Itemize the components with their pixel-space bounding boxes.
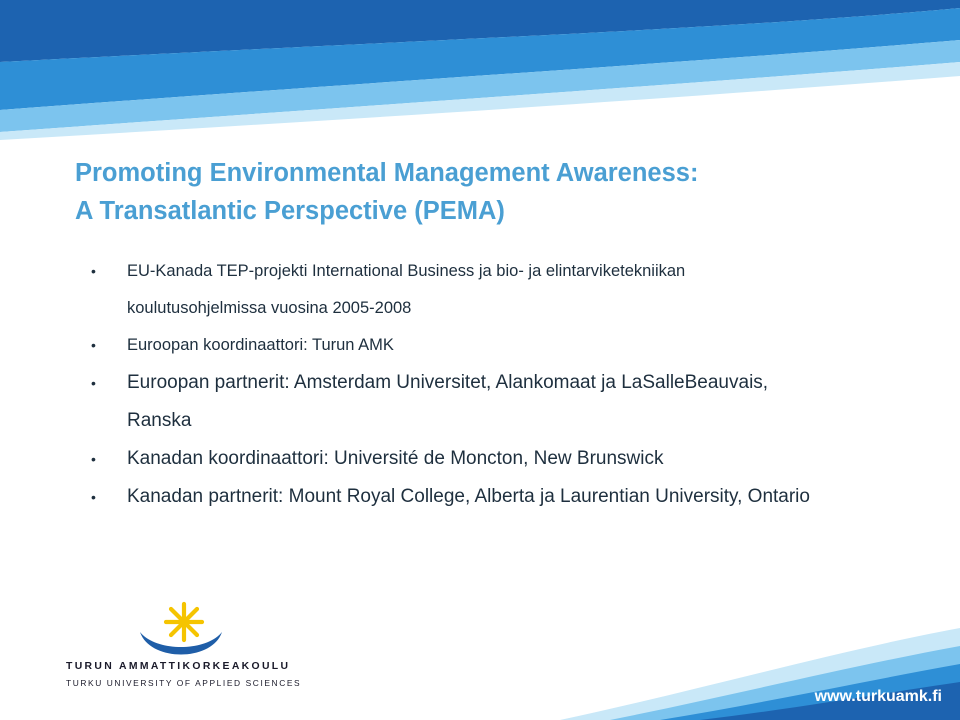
bullet-text: Euroopan partnerit: Amsterdam Universitet, Alankomaat ja LaSalleBeauvais, — [127, 372, 769, 393]
logo-name-finnish: TURUN AMMATTIKORKEAKOULU — [66, 661, 291, 672]
bullet-item — [91, 364, 941, 440]
bullet-item — [91, 440, 941, 478]
title-line-1: Promoting Environmental Management Awareness: — [75, 159, 699, 187]
bullet-dot: • — [91, 375, 96, 391]
title-line-2: A Transatlantic Perspective (PEMA) — [75, 196, 505, 225]
bullet-text-continued: Ranska — [127, 410, 192, 431]
website-url[interactable]: www.turkuamk.fi — [814, 688, 942, 705]
bullet-text-continued: koulutusohjelmissa vuosina 2005-2008 — [127, 299, 412, 317]
bullet-dot: • — [91, 337, 96, 353]
bullet-dot: • — [91, 263, 96, 279]
smile-icon — [138, 626, 224, 660]
bullet-item — [91, 253, 941, 327]
bullet-text: Euroopan koordinaattori: Turun AMK — [127, 336, 394, 354]
bullet-text: Kanadan koordinaattori: Université de Moncton, New Brunswick — [127, 448, 664, 469]
bullet-text: Kanadan partnerit: Mount Royal College, Alberta ja Laurentian University, Ontario — [127, 486, 810, 507]
bullet-dot: • — [91, 489, 96, 505]
slide-title — [75, 155, 935, 230]
top-wave-decoration — [0, 0, 960, 140]
bullet-dot: • — [91, 451, 96, 467]
bullet-item — [91, 478, 941, 516]
bullet-text: EU-Kanada TEP-projekti International Business ja bio- ja elintarviketekniikan — [127, 262, 686, 280]
logo-name-english: TURKU UNIVERSITY OF APPLIED SCIENCES — [66, 678, 302, 688]
bullet-list — [91, 253, 941, 516]
university-logo — [66, 600, 306, 695]
bullet-item — [91, 327, 941, 364]
